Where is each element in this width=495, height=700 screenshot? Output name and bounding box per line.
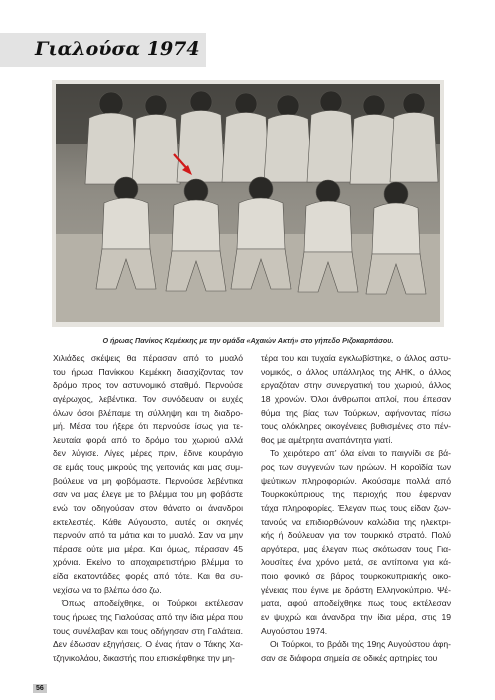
photo-caption: Ο ήρωας Πανίκος Κεμέκκης με την ομάδα «Αχαιών Ακτή» στο γήπεδο Ριζοκαρπάσου. — [102, 336, 394, 345]
text-line: νομικός, ο άλλος υπάλληλος της ΑΗΚ, ο άλλος — [261, 366, 451, 377]
page-title: Γιαλούσα 1974 — [35, 38, 200, 60]
text-line: τζηνικολάου, δικαστής που επισκέφθηκε την μη- — [53, 652, 235, 663]
text-line: εργαζόταν στην συνεργατική του χωριού, άλλος — [261, 380, 451, 391]
text-line: νεχίσω να το βλέπω όσο ζω. — [53, 584, 162, 595]
text-line: Όπως αποδείχθηκε, οι Τούρκοι εκτέλεσαν — [62, 598, 243, 609]
text-line: Το χειρότερο απ’ όλα είναι το παιγνίδι σε βά- — [270, 448, 451, 459]
text-line: κής ή δούλευαν για τον τουρκικό στρατό. Πολύ — [261, 530, 451, 541]
text-line: γένειας που έγινε με δράστη Ελληνοκύπριο. Ψέ- — [261, 584, 451, 595]
text-line: ματα, αφού αποδείχθηκε πως τους εκτέλεσαν — [261, 598, 451, 609]
text-line: τους ήρωες της Γιαλούσας από την ίδια μέρα που — [53, 611, 243, 622]
text-line: τάχα πληροφορίες. Έλεγαν πως τους είδαν ζων- — [261, 502, 451, 513]
text-line: λουσίτες ένα χρόνο μετά, σε αντίποινα για κά- — [261, 557, 451, 568]
text-line: θύμα της βίας των Τούρκων, αφήνοντας πίσω — [261, 407, 451, 418]
text-line: εκτελεστές. Κάθε Αύγουστο, αυτές οι σκηνές — [53, 516, 243, 527]
text-line: ρος των συγγενών των ηρώων. Η κοροϊδία των — [261, 462, 451, 472]
text-line: ποιο φονικό σε βάρος τουρκοκυπριακής οικο- — [261, 571, 451, 581]
text-line: αργότερα, μας έλεγαν πως σκότωσαν τους Για- — [261, 543, 451, 554]
photo-frame — [52, 80, 444, 327]
text-line: Δεν έδωσαν εξηγήσεις. Ο ένας ήταν ο Τάκης Χα- — [53, 639, 243, 650]
text-line: τους ολόκληρες οικογένειες βυθισμένες στο πέν- — [261, 421, 451, 432]
text-line: σε εμάς τους μικρούς της γειτονιάς και μας συμ- — [53, 462, 243, 472]
text-line: 18 χρονών. Όλοι άνθρωποι απλοί, που έπεσαν — [261, 393, 451, 404]
text-line: Τουρκοκύπριους της περιοχής που έφερναν — [261, 489, 451, 500]
text-column-left — [53, 352, 243, 665]
text-line: Οι Τούρκοι, το βράδι της 19ης Αυγούστου άφη- — [270, 639, 451, 650]
text-line: αγέρωχος, λεβέντικα. Τον συνόδευαν οι ευχές — [53, 393, 243, 404]
text-line: δρόμο προς τον αστυνομικό σταθμό. Περνούσε — [53, 380, 243, 391]
text-line: του ήρωα Πανίκκου Κεμέκκη διασχίζοντας τον — [53, 366, 243, 377]
text-line: τέρα του και τυχαία εγκλωβίστηκε, ο άλλος αστυ- — [261, 353, 451, 363]
team-photo — [56, 84, 440, 322]
text-line: είδα εκατοντάδες φορές από τότε. Και θα συ- — [53, 571, 243, 581]
text-line: Χιλιάδες σκέψεις θα πέρασαν από το μυαλό — [53, 353, 243, 363]
text-line: όλων όσοι βλέπαμε τη σύλληψη και τη διαδρο- — [53, 407, 243, 418]
text-line: ψεύτικων πληροφοριών. Ακούσαμε πολλά από — [261, 475, 451, 486]
text-line: σαν σε διάφορα σημεία σε οδικές αρτηρίες του — [261, 652, 438, 663]
text-column-right — [261, 352, 451, 665]
text-line: Αυγούστου 1974. — [261, 625, 328, 636]
text-line: λευταία φορά από το δρόμο του χωριού αλλά — [53, 434, 243, 445]
text-line: ενώ τον οδηγούσαν στον θάνατο οι άνανδροι — [53, 502, 243, 513]
text-line: πέρασε ούτε μια μέρα. Και όμως, πέρασαν 45 — [53, 543, 243, 554]
text-line: σαν να μας έλεγε με το βλέμμα του μη φοβάστε — [53, 489, 243, 500]
text-line: χρόνια. Εκείνο το αποχαιρετιστήριο βλέμμα το — [53, 557, 243, 568]
text-line: μή. Μέσα του ήξερε ότι περνούσε ίσως για τε- — [53, 421, 243, 432]
text-line: δεν λύγισε. Λίγες μέρες πριν, έδινε κουράγιο — [53, 448, 243, 459]
text-line: βούλευε να μη φοβόμαστε. Περνούσε λεβέντικα — [53, 475, 243, 486]
page-number: 56 — [33, 684, 47, 693]
text-line: περνούν από τα μάτια και το μυαλό. Σαν να μην — [53, 530, 243, 541]
text-line: εν ψυχρώ και άνανδρα την ίδια μέρα, στις 19 — [261, 611, 451, 622]
text-line: τανούς να επιδιορθώνουν καλώδια της ηλεκτρι- — [261, 516, 451, 527]
text-line: θος με αμέτρητα αναπάντητα γιατί. — [261, 434, 393, 445]
text-line: τους συνέλαβαν και τους οδήγησαν στη Γαλάτεια. — [53, 625, 243, 636]
